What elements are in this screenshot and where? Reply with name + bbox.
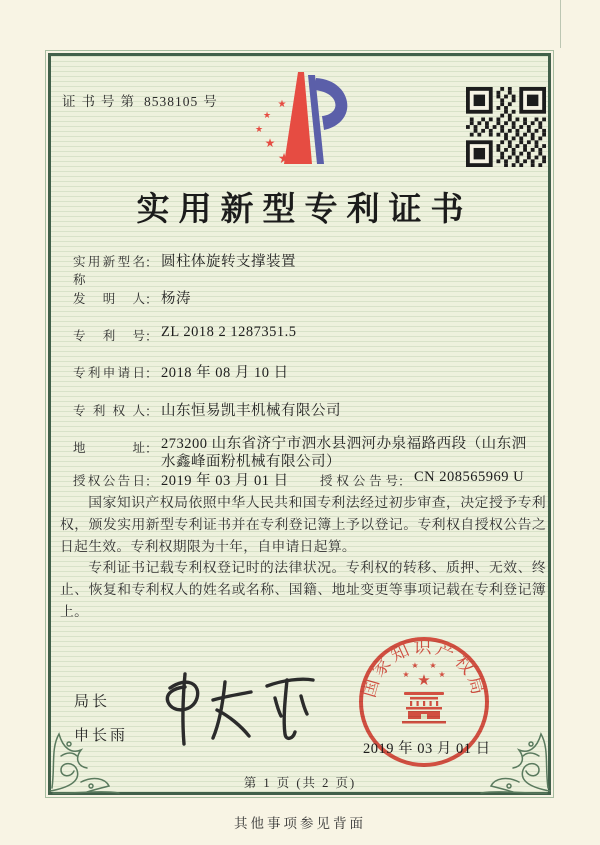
star-icon: ★ [277, 151, 291, 167]
field-label: 发明人 [73, 292, 145, 306]
national-emblem-icon [402, 661, 446, 724]
star-icon: ★ [264, 136, 276, 150]
director-signature [155, 668, 325, 753]
field-value-utility-model-name: 圆柱体旋转支撑装置 [161, 254, 297, 270]
field-colon: ： [145, 441, 159, 456]
field-label: 地址 [73, 441, 145, 455]
field-label: 实用新型名称 [73, 255, 145, 287]
field-value-inventor: 杨涛 [161, 291, 192, 307]
seal-date: 2019 年 03 月 01 日 [363, 741, 491, 757]
director-block [74, 690, 128, 758]
field-value-patentee: 山东恒易凯丰机械有限公司 [161, 403, 342, 419]
field-label: 授权公告号 [320, 474, 398, 488]
field-colon: ： [145, 404, 159, 419]
star-icon: ★ [277, 99, 287, 110]
field-row-patent-number [73, 324, 545, 345]
star-icon: ★ [429, 661, 437, 670]
star-icon: ★ [438, 670, 446, 679]
certificate-title: 实用新型专利证书 [136, 192, 473, 228]
star-icon: ★ [417, 671, 431, 689]
field-row-inventor [73, 287, 545, 308]
field-row-name [73, 250, 545, 288]
logo-stars [255, 99, 290, 167]
page-number: 第 1 页 (共 2 页) [243, 776, 357, 790]
body-paragraph: 国家知识产权局依照中华人民共和国专利法经过初步审查，决定授予专利权，颁发实用新型专利证书并在专利登记簿上予以登记。专利权自授权公告之日起生效。专利权期限为十年，自申请日起算。 [60, 495, 546, 554]
field-row-address [73, 436, 545, 471]
certificate-body-text [60, 492, 546, 623]
field-row-filing-date [73, 361, 545, 382]
field-colon: ： [145, 366, 159, 381]
cnipa-logo-icon [236, 70, 368, 182]
field-row-grant [73, 469, 545, 490]
field-value-filing-date: 2018 年 08 月 10 日 [161, 365, 289, 381]
field-label: 专利权人 [73, 404, 145, 418]
field-colon: ： [145, 329, 159, 344]
field-label: 授权公告日 [73, 474, 145, 488]
certificate-number-suffix: 号 [203, 94, 217, 109]
field-colon: ： [398, 474, 412, 489]
field-colon: ： [145, 255, 159, 270]
field-label: 专利申请日 [73, 366, 145, 380]
field-row-patentee [73, 399, 545, 420]
field-colon: ： [145, 292, 159, 307]
certificate-number-prefix: 证书号第 [62, 94, 140, 109]
footer-note: 其他事项参见背面 [234, 816, 366, 831]
field-value-patent-number: ZL 2018 2 1287351.5 [161, 324, 297, 340]
qr-code [466, 87, 546, 167]
field-value-grant-date: 2019 年 03 月 01 日 [161, 473, 289, 489]
star-icon: ★ [402, 670, 410, 679]
body-paragraph: 专利证书记载专利权登记时的法律状况。专利权的转移、质押、无效、终止、恢复和专利权人的姓名或名称、国籍、地址变更等事项记载在专利登记簿上。 [60, 560, 546, 619]
director-title: 局长 [74, 693, 111, 710]
field-value-grant-number: CN 208565969 U [414, 469, 525, 485]
star-icon: ★ [254, 125, 264, 135]
certificate-number-value: 8538105 [144, 94, 199, 109]
director-name: 申长雨 [74, 727, 129, 744]
field-colon: ： [145, 474, 159, 489]
field-value-address: 273200 山东省济宁市泗水县泗河办泉福路西段（山东泗水鑫峰面粉机械有限公司） [161, 436, 527, 470]
paper-edge-line [560, 0, 561, 48]
seal-arc-text: 国家知识产权局 [358, 636, 490, 700]
field-label: 专利号 [73, 329, 145, 343]
star-icon: ★ [262, 111, 272, 121]
certificate-number [62, 90, 217, 110]
star-icon: ★ [411, 661, 419, 670]
